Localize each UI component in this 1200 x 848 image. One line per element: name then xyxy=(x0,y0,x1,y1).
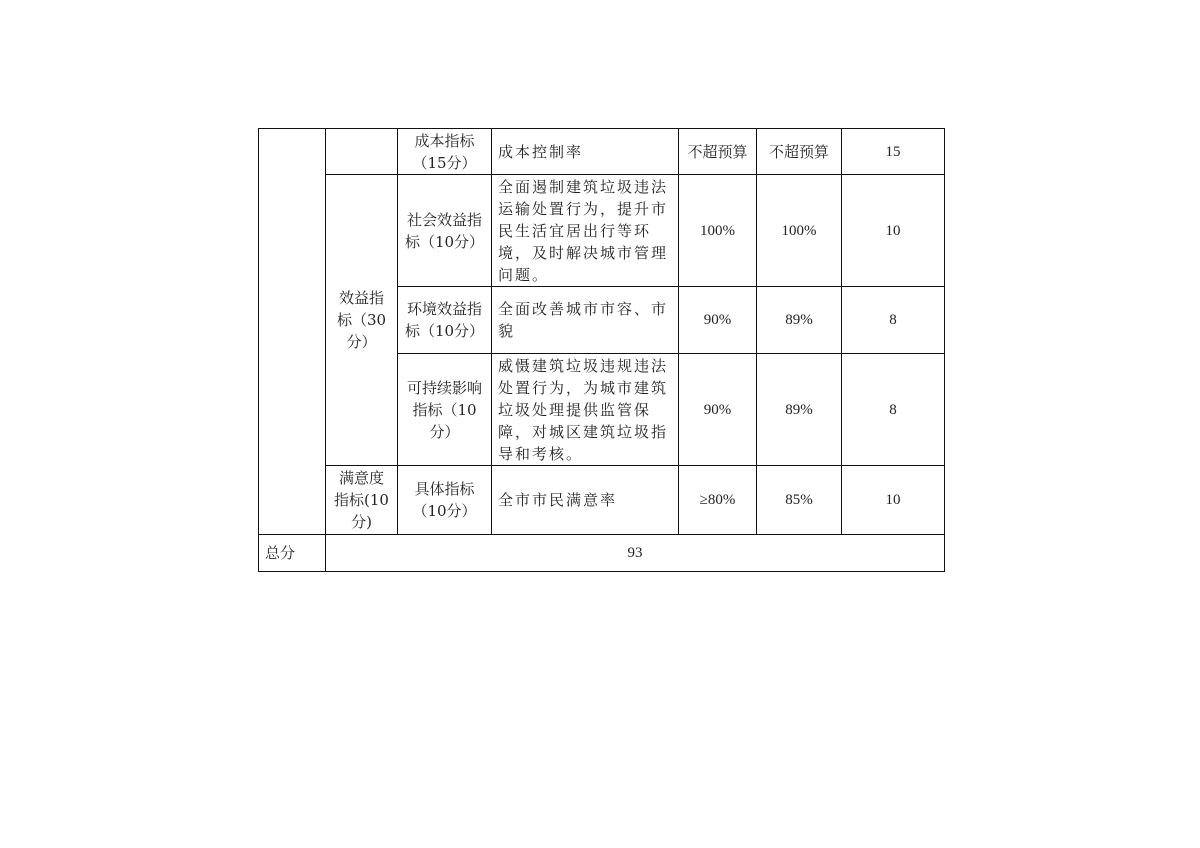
score-cell: 10 xyxy=(842,175,945,287)
level3-cell: 可持续影响指标（10分） xyxy=(398,354,492,466)
score-cell: 8 xyxy=(842,287,945,354)
target-cell: 90% xyxy=(679,287,757,354)
score-cell: 8 xyxy=(842,354,945,466)
actual-cell: 89% xyxy=(757,287,842,354)
score-cell: 15 xyxy=(842,129,945,175)
content-cell: 成本控制率 xyxy=(492,129,679,175)
target-cell: 不超预算 xyxy=(679,129,757,175)
score-cell: 10 xyxy=(842,466,945,535)
actual-cell: 89% xyxy=(757,354,842,466)
level3-cell: 具体指标（10分） xyxy=(398,466,492,535)
actual-cell: 不超预算 xyxy=(757,129,842,175)
performance-score-table xyxy=(258,128,945,572)
table-row xyxy=(259,129,945,175)
level2-cell: 效益指标（30分） xyxy=(326,175,398,466)
target-cell: ≥80% xyxy=(679,466,757,535)
total-value: 93 xyxy=(326,535,945,572)
level2-cell xyxy=(326,129,398,175)
content-cell: 全市市民满意率 xyxy=(492,466,679,535)
level3-cell: 成本指标（15分） xyxy=(398,129,492,175)
total-label: 总分 xyxy=(259,535,326,572)
level2-cell: 满意度指标(10分) xyxy=(326,466,398,535)
target-cell: 100% xyxy=(679,175,757,287)
actual-cell: 100% xyxy=(757,175,842,287)
table-row xyxy=(259,466,945,535)
table-row xyxy=(259,535,945,572)
content-cell: 全面改善城市市容、市貌 xyxy=(492,287,679,354)
actual-cell: 85% xyxy=(757,466,842,535)
level3-cell: 社会效益指标（10分） xyxy=(398,175,492,287)
content-cell: 威慑建筑垃圾违规违法处置行为，为城市建筑垃圾处理提供监管保障，对城区建筑垃圾指导和考核。 xyxy=(492,354,679,466)
content-cell: 全面遏制建筑垃圾违法运输处置行为，提升市民生活宜居出行等环境，及时解决城市管理问题。 xyxy=(492,175,679,287)
level3-cell: 环境效益指标（10分） xyxy=(398,287,492,354)
table-row xyxy=(259,175,945,287)
target-cell: 90% xyxy=(679,354,757,466)
level1-cell xyxy=(259,129,326,535)
